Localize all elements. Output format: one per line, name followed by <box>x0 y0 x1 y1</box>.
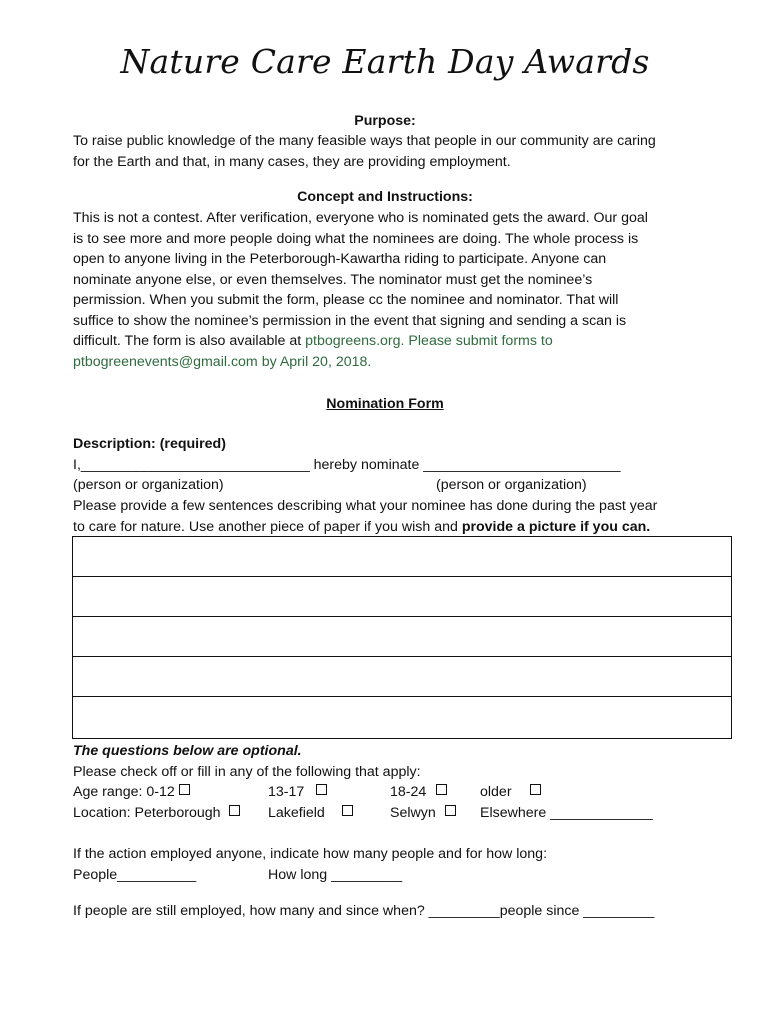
description-row[interactable] <box>73 577 731 617</box>
concept-text: difficult. The form is also available at <box>73 333 306 349</box>
description-row[interactable] <box>73 617 731 657</box>
form-heading: Nomination Form <box>326 396 444 412</box>
checkbox-age-0-12[interactable] <box>179 784 190 795</box>
employ-question: If the action employed anyone, indicate how many people and for how long: <box>73 846 548 862</box>
selwyn-label: Selwyn <box>390 805 436 821</box>
optional-heading: The questions below are optional. <box>73 743 302 759</box>
location-label: Location: Peterborough <box>73 805 221 821</box>
age-18-label: 18-24 <box>390 784 427 800</box>
checkbox-peterborough[interactable] <box>229 805 240 816</box>
concept-text-line: nominate anyone else, or even themselves. The nominator must get the nominee’s <box>73 272 593 288</box>
how-long-field[interactable]: How long _________ <box>268 867 403 883</box>
age-range-13-17 <box>268 782 327 802</box>
still-employed-field[interactable]: If people are still employed, how many and since when? _________people since _________ <box>73 903 655 919</box>
concept-heading: Concept and Instructions: <box>297 189 473 205</box>
checkbox-age-13-17[interactable] <box>316 784 327 795</box>
purpose-text-line: To raise public knowledge of the many feasible ways that people in our community are caring <box>73 133 656 149</box>
concept-text-line: open to anyone living in the Peterborough-Kawartha riding to participate. Anyone can <box>73 251 607 267</box>
provide-text-line: Please provide a few sentences describing what your nominee has done during the past year <box>73 498 658 514</box>
person-org-label-left: (person or organization) <box>73 477 224 493</box>
checkbox-selwyn[interactable] <box>445 805 456 816</box>
location-lakefield <box>268 803 353 823</box>
website-link[interactable]: ptbogreens.org. Please submit forms to <box>305 333 553 349</box>
email-link[interactable]: ptbogreenevents@gmail.com by April 20, 2018. <box>73 354 372 370</box>
page-title: Nature Care Earth Day Awards <box>120 42 650 81</box>
person-org-label-right: (person or organization) <box>436 477 587 493</box>
concept-text-line <box>73 331 553 351</box>
location-elsewhere-field[interactable]: Elsewhere _____________ <box>480 805 653 821</box>
concept-text-line: permission. When you submit the form, please cc the nominee and nominator. That will <box>73 292 619 308</box>
checkbox-age-older[interactable] <box>530 784 541 795</box>
description-box[interactable] <box>72 536 732 739</box>
age-older-label: older <box>480 784 512 800</box>
provide-text-line <box>73 517 650 537</box>
lakefield-label: Lakefield <box>268 805 325 821</box>
concept-text-line: This is not a contest. After verification, everyone who is nominated gets the award. Our goal <box>73 210 648 226</box>
description-label: Description: (required) <box>73 436 226 452</box>
age-label: Age range: 0-12 <box>73 784 175 800</box>
checkbox-lakefield[interactable] <box>342 805 353 816</box>
people-field[interactable]: People__________ <box>73 867 197 883</box>
nominate-line[interactable]: I,_____________________________ hereby nominate _________________________ <box>73 457 621 473</box>
purpose-text-line: for the Earth and that, in many cases, they are providing employment. <box>73 154 511 170</box>
optional-instruction: Please check off or fill in any of the following that apply: <box>73 764 421 780</box>
age-range-0-12 <box>73 782 190 802</box>
concept-text-line: suffice to show the nominee’s permission in the event that signing and sending a scan is <box>73 313 627 329</box>
provide-picture-text: provide a picture if you can. <box>461 519 651 535</box>
age-range-older <box>480 782 541 802</box>
description-row[interactable] <box>73 537 731 577</box>
description-row[interactable] <box>73 697 731 737</box>
concept-text-line: is to see more and more people doing what the nominees are doing. The whole process is <box>73 231 639 247</box>
checkbox-age-18-24[interactable] <box>436 784 447 795</box>
provide-text: to care for nature. Use another piece of paper if you wish and <box>73 519 462 535</box>
location-selwyn <box>390 803 456 823</box>
location-peterborough <box>73 803 240 823</box>
purpose-heading: Purpose: <box>354 113 416 129</box>
description-row[interactable] <box>73 657 731 697</box>
age-13-label: 13-17 <box>268 784 305 800</box>
age-range-18-24 <box>390 782 447 802</box>
